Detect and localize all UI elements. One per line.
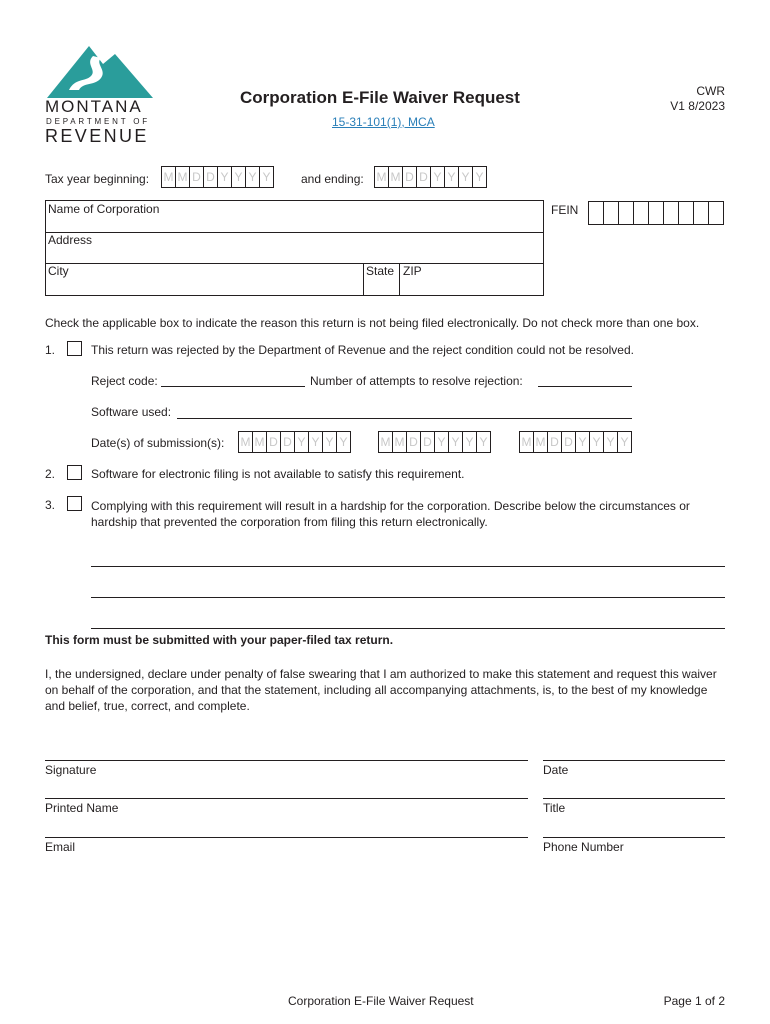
city-label: City <box>48 264 69 278</box>
footer-title: Corporation E-File Waiver Request <box>288 994 474 1008</box>
fein-input[interactable] <box>588 201 724 225</box>
city-field[interactable] <box>45 263 364 296</box>
reason-2-checkbox[interactable] <box>67 465 82 480</box>
submission-dates-label: Date(s) of submission(s): <box>91 436 225 450</box>
declaration-text: I, the undersigned, declare under penalty of false swearing that I am authorized to make this statement and request this waiver on behalf of the corporation, and that the statement, including all accompanying attachments, is, to the best of my knowledge and belief, true, correct, and complete. <box>45 667 717 713</box>
date-line[interactable] <box>543 760 725 761</box>
logo-state-text: MONTANA <box>45 97 143 116</box>
form-version: V1 8/2023 <box>670 99 725 113</box>
reason-2-text: Software for electronic filing is not available to satisfy this requirement. <box>91 467 465 481</box>
reject-code-label: Reject code: <box>91 374 158 388</box>
software-used-input[interactable] <box>177 418 632 419</box>
address-label: Address <box>48 233 93 247</box>
attempts-label: Number of attempts to resolve rejection: <box>310 374 523 388</box>
tax-year-ending-input[interactable]: M M D D Y Y Y Y <box>374 166 487 188</box>
software-used-label: Software used: <box>91 405 172 419</box>
instructions-text: Check the applicable box to indicate the reason this return is not being filed electronically. Do not check more than one box. <box>45 316 700 330</box>
email-label: Email <box>45 840 76 854</box>
zip-label: ZIP <box>403 264 422 278</box>
printed-name-label: Printed Name <box>45 801 119 815</box>
fein-label: FEIN <box>551 203 579 217</box>
corporation-name-label: Name of Corporation <box>48 202 160 216</box>
email-line[interactable] <box>45 837 528 838</box>
statute-link[interactable]: 15-31-101(1), MCA <box>332 115 435 129</box>
page-number: Page 1 of 2 <box>663 994 725 1008</box>
phone-line[interactable] <box>543 837 725 838</box>
hardship-line-3[interactable] <box>91 628 725 629</box>
mountain-logo-icon <box>45 44 155 100</box>
state-label: State <box>366 264 395 278</box>
montana-revenue-logo <box>45 44 157 144</box>
signature-line[interactable] <box>45 760 528 761</box>
tax-year-beginning-input[interactable]: M M D D Y Y Y Y <box>161 166 274 188</box>
reason-3-checkbox[interactable] <box>67 496 82 511</box>
reason-1-text: This return was rejected by the Department of Revenue and the reject condition could not be resolved. <box>91 343 634 357</box>
title-line[interactable] <box>543 798 725 799</box>
logo-agency-text: REVENUE <box>45 126 149 146</box>
tax-year-ending-label: and ending: <box>301 172 364 186</box>
reason-3-text: Complying with this requirement will result in a hardship for the corporation. Describe below the circumstances or hardship that prevented the corporation from filing this return electronically. <box>91 499 690 529</box>
reject-code-input[interactable] <box>161 386 305 387</box>
submission-date-3-input[interactable]: M M D D Y Y Y Y <box>519 431 632 453</box>
date-label: Date <box>543 763 569 777</box>
form-code: CWR <box>696 84 725 98</box>
printed-name-line[interactable] <box>45 798 528 799</box>
reason-2-number: 2. <box>45 467 56 481</box>
phone-label: Phone Number <box>543 840 624 854</box>
hardship-line-1[interactable] <box>91 566 725 567</box>
reason-1-number: 1. <box>45 343 56 357</box>
submission-note: This form must be submitted with your paper-filed tax return. <box>45 633 394 647</box>
signature-label: Signature <box>45 763 97 777</box>
reason-1-checkbox[interactable] <box>67 341 82 356</box>
submission-date-1-input[interactable]: M M D D Y Y Y Y <box>238 431 351 453</box>
logo-department-text: DEPARTMENT OF <box>46 117 150 126</box>
form-title: Corporation E-File Waiver Request <box>240 88 520 107</box>
submission-date-2-input[interactable]: M M D D Y Y Y Y <box>378 431 491 453</box>
tax-year-beginning-label: Tax year beginning: <box>45 172 150 186</box>
reason-3-number: 3. <box>45 498 56 512</box>
hardship-line-2[interactable] <box>91 597 725 598</box>
address-field[interactable] <box>45 232 544 264</box>
attempts-input[interactable] <box>538 386 632 387</box>
title-label: Title <box>543 801 566 815</box>
